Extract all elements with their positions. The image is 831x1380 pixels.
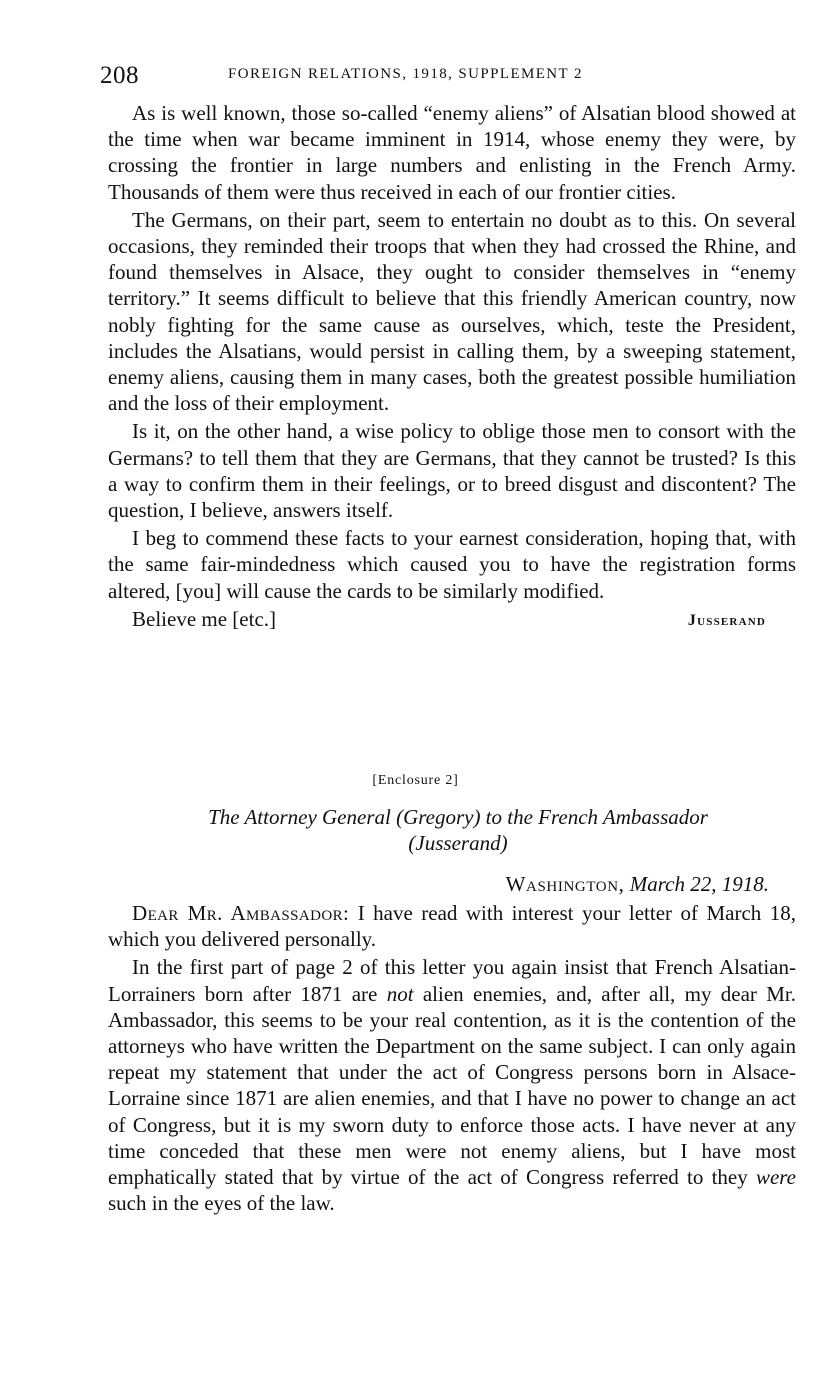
closing-phrase: Believe me [etc.] xyxy=(132,606,277,631)
running-head xyxy=(100,62,794,90)
paragraph-commendation: I beg to commend these facts to your earnest consideration, hoping that, with the same fair-mindedness which caused you to have the registration forms altered, [you] will cause the cards to be similarly modified. xyxy=(108,526,796,603)
dateline-place: Washington, xyxy=(505,872,625,896)
emphasis-were: were xyxy=(755,1165,796,1190)
paragraph-text-part-2: alien enemies, and, after all, my dear Mr. Ambassador, this seems to be your real contention, as it is the contention of the attorneys who have written the Department on the same subject. I can only again repeat my statement that under the act of Congress persons born in Alsace-Lorraine since 1871 are alien enemies, and that I have no power to change an act of Congress, but it is my sworn duty to enforce those acts. I have never at any time conceded that these men were not enemy aliens, but I have most emphatically stated that by virtue of the act of Congress referred to they xyxy=(108,981,797,1190)
running-head-title: FOREIGN RELATIONS, 1918, SUPPLEMENT 2 xyxy=(228,66,583,82)
salutation: Dear Mr. Ambassador: xyxy=(132,901,350,925)
document-title-line-2: (Jusserand) xyxy=(408,831,508,855)
signature: Jusserand xyxy=(687,611,766,629)
letter-continuation xyxy=(108,100,796,634)
paragraph-alsatian-enlistment: As is well known, those so-called “enemy aliens” of Alsatian blood showed at the time when war became imminent in 1914, whose enemy they were, by crossing the frontier in large numbers and enlisting in the French Army. Thousands of them were thus received in each of our frontier cities. xyxy=(108,101,796,204)
page-number: 208 xyxy=(100,62,139,89)
document-title-line-1: The Attorney General (Gregory) to the French Ambassador xyxy=(208,805,708,829)
enclosure-letter xyxy=(108,900,796,1218)
closing-block xyxy=(108,606,796,634)
paragraph-alien-enemies xyxy=(108,954,796,1216)
dateline xyxy=(506,872,769,897)
paragraph-salutation xyxy=(108,900,796,952)
paragraph-salutation-text: I have read with interest your letter of March 18, which you delivered personally. xyxy=(108,901,796,952)
paragraph-german-view: The Germans, on their part, seem to entertain no doubt as to this. On several occasions, they reminded their troops that when they had crossed the Rhine, and found themselves in Alsace, they ought to consider themselves in “enemy territory.” It seems difficult to believe that this friendly American country, now nobly fighting for the same cause as ourselves, which, teste the President, includes the Alsatians, would persist in calling them, by a sweeping statement, enemy aliens, causing them in many cases, both the greatest possible humiliation and the loss of their employment. xyxy=(108,207,796,416)
paragraph-policy-question: Is it, on the other hand, a wise policy to oblige those men to consort with the Germans? to tell them that they are Germans, that they cannot be trusted? Is this a way to confirm them in their feelings, or to breed disgust and discontent? The question, I believe, answers itself. xyxy=(108,419,796,523)
document-title xyxy=(128,804,788,856)
paragraph-text-part-1: In the first part of page 2 of this letter you again insist that French Alsatian-Lorrainers born after 1871 are xyxy=(108,955,796,1006)
emphasis-not: not xyxy=(386,981,414,1006)
enclosure-label: [Enclosure 2] xyxy=(372,773,459,788)
paragraph-text-part-3: such in the eyes of the law. xyxy=(108,1191,335,1216)
dateline-date: March 22, 1918. xyxy=(629,872,769,896)
